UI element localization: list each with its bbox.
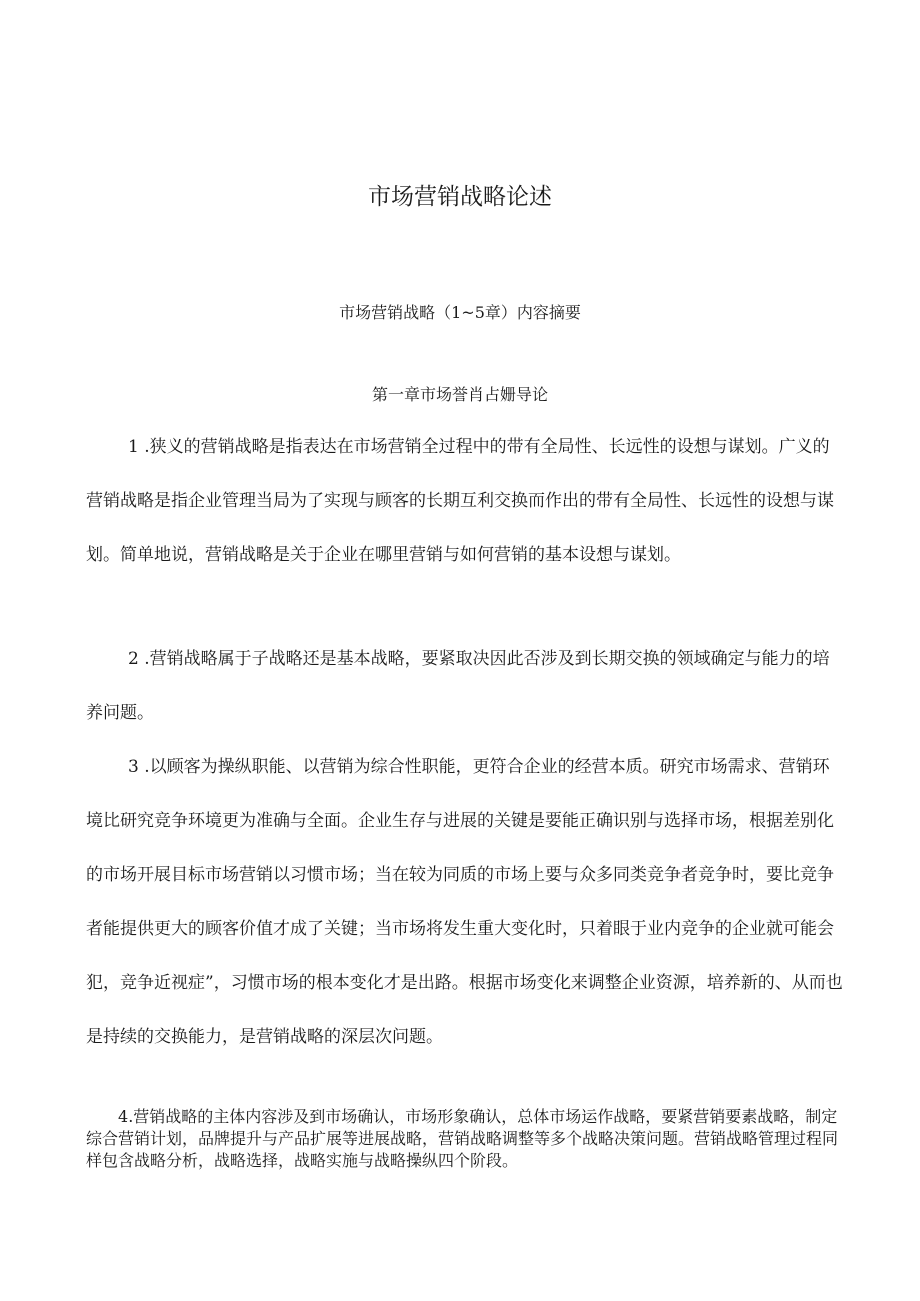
paragraph-number: 3 xyxy=(128,757,139,777)
paragraph-text: .以顾客为操纵职能、以营销为综合性职能，更符合企业的经营本质。研究市场需求、营销环境比研究竞争环境更为准确与全面。企业生存与进展的关键是要能正确识别与选择市场，根据差别化的市场开展目标市场营销以习惯市场；当在较为同质的市场上要与众多同类竞争者竞争时，要比竞争者能提供更大的顾客价值才成了关键；当市场将发生重大变化时，只着眼于业内竞争的企业就可能会犯，竞争近视症”，习惯市场的根本变化才是出路。根据市场变化来调整企业资源，培养新的、从而也是持续的交换能力，是营销战略的深层次问题。 xyxy=(86,757,843,1047)
chapter-heading: 第一章市场誉肖占姗导论 xyxy=(371,385,548,404)
document-title: 市场营销战略论述 xyxy=(368,184,552,210)
document-subtitle: 市场营销战略（1~5章）内容摘要 xyxy=(339,303,581,322)
paragraph-text: .营销战略属于子战略还是基本战略，要紧取决因此否涉及到长期交换的领域确定与能力的培养问题。 xyxy=(86,649,830,723)
paragraph-number: 4 xyxy=(118,1107,129,1126)
paragraph-text: .狭义的营销战略是指表达在市场营销全过程中的带有全局性、长远性的设想与谋划。广义的营销战略是指企业管理当局为了实现与顾客的长期互利交换而作出的带有全局性、长远性的设想与谋划。简单地说，营销战略是关于企业在哪里营销与如何营销的基本设想与谋划。 xyxy=(86,437,834,565)
paragraph-2 xyxy=(86,632,846,740)
paragraph-3 xyxy=(86,740,846,1064)
paragraph-text: .营销战略的主体内容涉及到市场确认，市场形象确认，总体市场运作战略，要紧营销要素战略，制定综合营销计划，品牌提升与产品扩展等进展战略，营销战略调整等多个战略决策问题。营销战略管理过程同样包含战略分析，战略选择，战略实施与战略操纵四个阶段。 xyxy=(86,1107,839,1170)
paragraph-4 xyxy=(86,1106,846,1172)
paragraph-number: 1 xyxy=(128,437,139,457)
paragraph-1 xyxy=(86,420,846,582)
paragraph-number: 2 xyxy=(128,649,139,669)
